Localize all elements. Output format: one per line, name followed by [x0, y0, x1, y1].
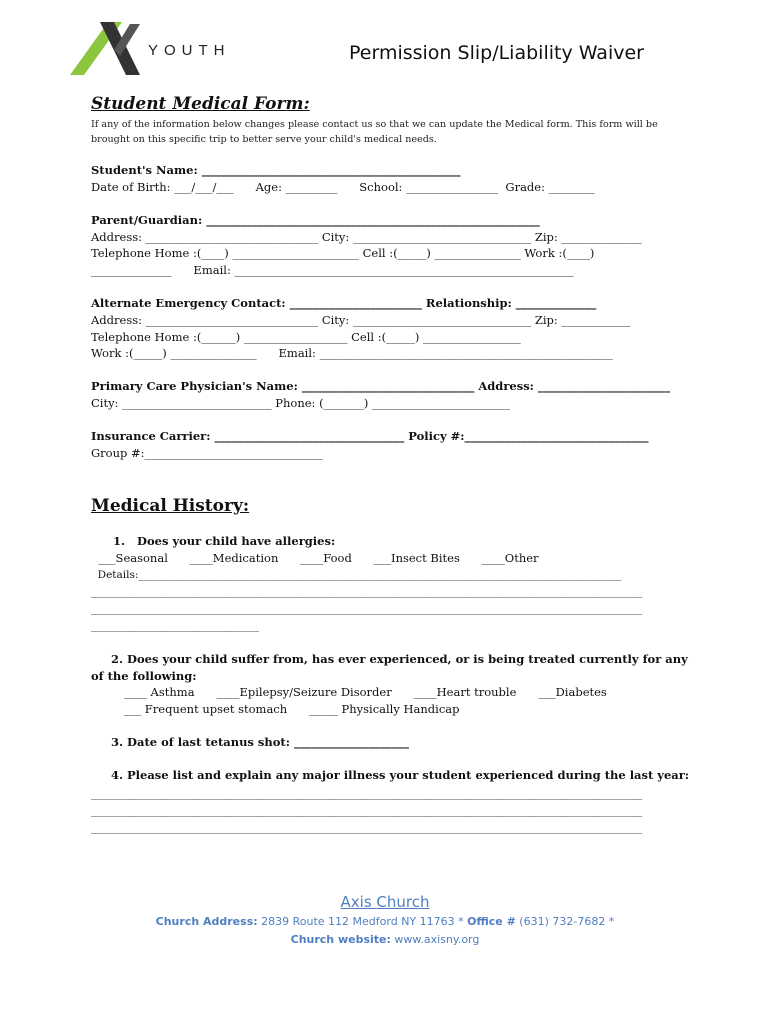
q4-question: 4. Please list and explain any major illness your student experienced during the last year:: [91, 768, 690, 782]
q3-question: 3. Date of last tetanus shot: ____________________: [91, 735, 409, 749]
q1-blank-line-2: _________________________________________________________________________________________________________: [91, 603, 643, 615]
group-line: Group #:_______________________________: [91, 446, 323, 460]
alt-phone-line: Telephone Home :(______) __________________ Cell :(_____) _________________: [91, 330, 521, 344]
q2-question-line-1: 2. Does your child suffer from, has ever experienced, or is being treated currently for any: [91, 652, 688, 666]
q2-question-line-2: of the following:: [91, 669, 197, 683]
church-address-line: [0, 915, 770, 928]
q4-blank-line-1: _________________________________________________________________________________________________________: [91, 788, 643, 800]
parent-phone-line: Telephone Home :(____) ______________________ Cell :(_____) _______________ Work :(____): [91, 246, 595, 260]
website-value: www.axisny.org: [394, 933, 480, 946]
alt-address-line: Address: ______________________________ City: _______________________________ Zip: ____________: [91, 313, 631, 327]
church-website-line: [0, 933, 770, 946]
q4-blank-line-2: _________________________________________________________________________________________________________: [91, 805, 643, 817]
website-label: Church website:: [290, 933, 391, 946]
q1-options: ___Seasonal ____Medication ____Food ___Insect Bites ____Other: [91, 551, 539, 565]
student-medical-heading: Student Medical Form:: [91, 94, 310, 114]
q2-options-1: ____ Asthma ____Epilepsy/Seizure Disorder ____Heart trouble ___Diabetes: [91, 685, 607, 699]
church-name: Axis Church: [340, 893, 430, 911]
physician-line: Primary Care Physician's Name: ______________________________ Address: _______________________: [91, 379, 671, 393]
office-label: Office #: [467, 915, 516, 928]
logo-wordmark: YOUTH: [148, 42, 231, 59]
q1-details-line: Details:____________________________________________________________________________________________: [91, 569, 622, 581]
student-name-line: [91, 163, 460, 178]
alt-work-email-line: Work :(_____) _______________ Email: ___________________________________________________: [91, 346, 613, 360]
physician-city-line: City: __________________________ Phone: (_______) ________________________: [91, 396, 510, 410]
medical-history-heading: Medical History:: [91, 496, 250, 516]
address-value: 2839 Route 112 Medford NY 11763 *: [261, 915, 464, 928]
insurance-line: Insurance Carrier: _________________________________ Policy #:________________________________: [91, 429, 649, 443]
q2-options-2: ___ Frequent upset stomach _____ Physically Handicap: [91, 702, 460, 716]
parent-address-line: Address: ______________________________ City: _______________________________ Zip: ______________: [91, 230, 642, 244]
q1-blank-line-1: _________________________________________________________________________________________________________: [91, 586, 643, 598]
q1-question: 1. Does your child have allergies:: [113, 534, 336, 548]
intro-text: If any of the information below changes please contact us so that we can update the Medical form. This form will be brought on this specific trip to better serve your child's medical needs.: [91, 119, 658, 145]
address-label: Church Address:: [155, 915, 258, 928]
alt-contact-line: Alternate Emergency Contact: _______________________ Relationship: ______________: [91, 296, 597, 310]
q4-blank-line-3: _________________________________________________________________________________________________________: [91, 822, 643, 834]
q1-blank-line-3: ________________________________: [91, 620, 259, 632]
office-value: (631) 732-7682 *: [519, 915, 615, 928]
parent-line: Parent/Guardian: __________________________________________________________: [91, 213, 540, 227]
student-name-text: Student's Name: _____________________________________________: [91, 163, 461, 177]
parent-work-email-line: ______________ Email: ___________________________________________________________: [91, 263, 574, 277]
document-title: Permission Slip/Liability Waiver: [349, 42, 644, 64]
dob-line: Date of Birth: ___/___/___ Age: _________ School: ________________ Grade: ________: [91, 180, 595, 194]
